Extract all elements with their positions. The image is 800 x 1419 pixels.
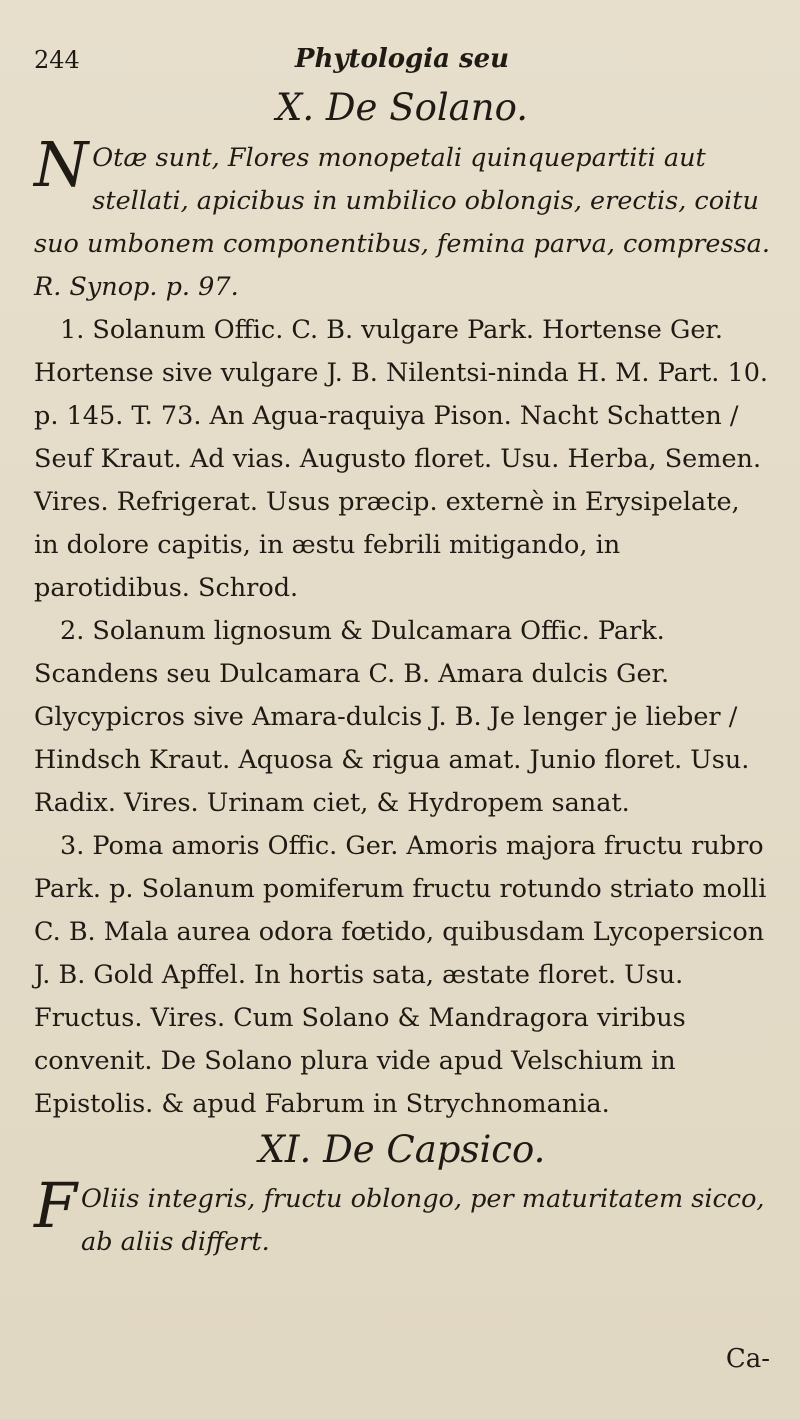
section-intro-capsico: FOliis integris, fructu oblongo, per maturitatem sicco, ab aliis differt. [34,1169,765,1258]
page-header [34,38,770,84]
page-number: 244 [34,46,80,74]
entry-poma-amoris: 3. Poma amoris Offic. Ger. Amoris majora fructu rubro Park. p. Solanum pomiferum fructu rotundo striato molli C. B. Mala aurea odora fœtido, quibusdam Lycopersicon J. B. Gold Apffel. In hortis sata, æstate floret. Usu. Fructus. Vires. Cum Solano & Mandragora viribus convenit. De Solano plura vide apud Velschium in Epistolis. & apud Fabrum in Strychnomania. [34,830,767,1119]
section-intro-solano: NOtæ sunt, Flores monopetali quinquepartiti aut stellati, apicibus in umbilico oblongis, erectis, coitu suo umbonem componentibus, femina parva, compressa. R. Synop. p. 97. [34,127,770,302]
catchword: Ca- [725,1344,770,1374]
entry-solanum-offic: 1. Solanum Offic. C. B. vulgare Park. Hortense Ger. Hortense sive vulgare J. B. Nilentsi-ninda H. M. Part. 10. p. 145. T. 73. An Agua-raquiya Pison. Nacht Schatten / Seuf Kraut. Ad vias. Augusto floret. Usu. Herba, Semen. Vires. Refrigerat. Usus præcip. externè in Erysipelate, in dolore capitis, in æstu febrili mitigando, in parotidibus. Schrod. [34,314,769,603]
section-title-solano: X. De Solano. [276,86,528,129]
entry-solanum-lignosum: 2. Solanum lignosum & Dulcamara Offic. Park. Scandens seu Dulcamara C. B. Amara dulcis Ger. Glycypicros sive Amara-dulcis J. B. Je lenger je lieber / Hindsch Kraut. Aquosa & rigua amat. Junio floret. Usu. Radix. Vires. Urinam ciet, & Hydropem sanat. [34,615,750,818]
section-title-capsico: XI. De Capsico. [258,1127,546,1171]
running-head: Phytologia seu [294,44,510,74]
